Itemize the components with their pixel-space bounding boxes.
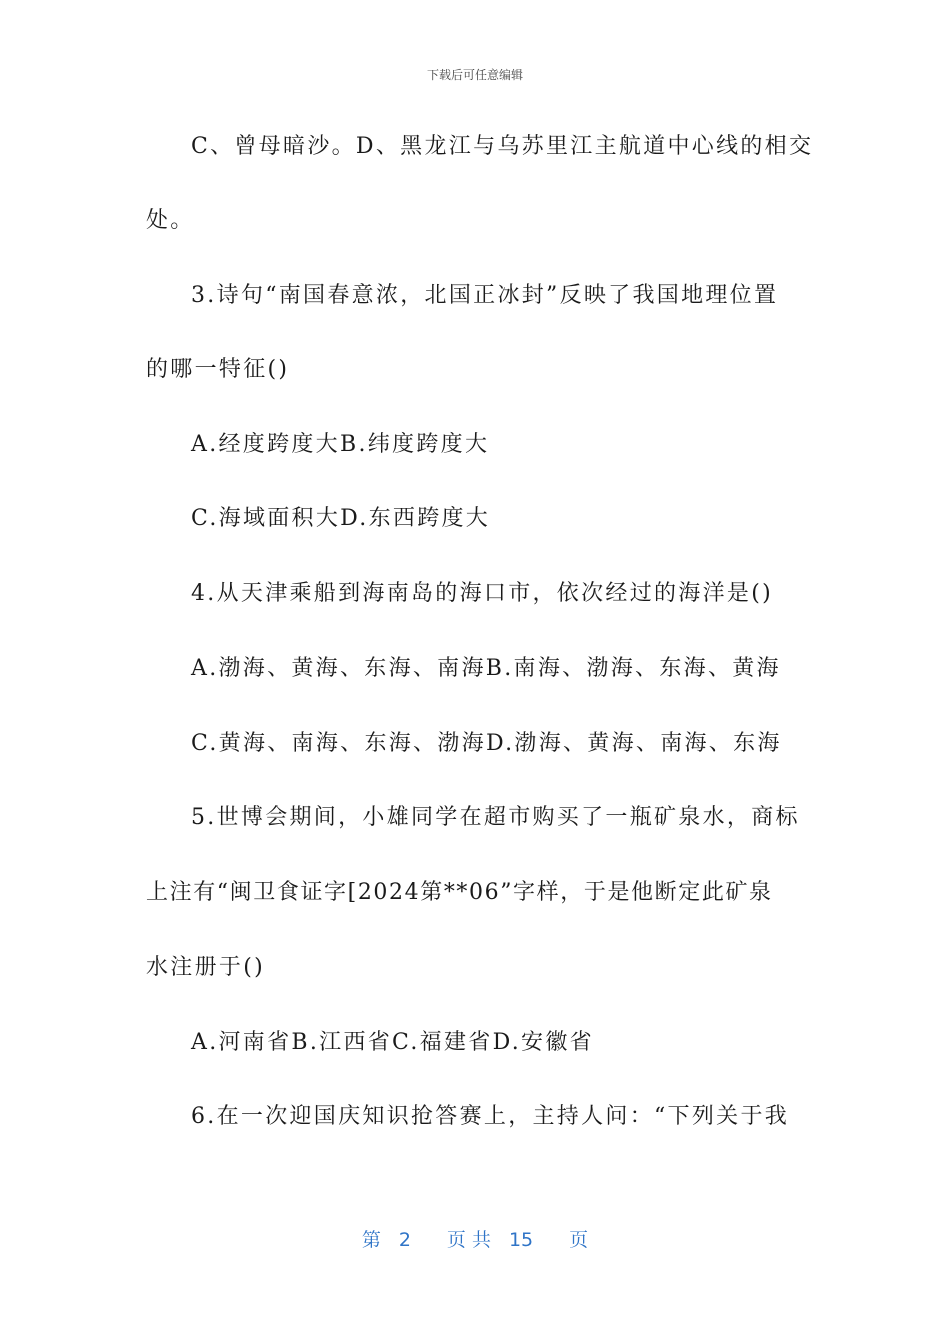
text-line: A.经度跨度大B.纬度跨度大 [191, 432, 490, 457]
text-line: 5.世博会期间，小雄同学在超市购买了一瓶矿泉水，商标 [191, 805, 800, 830]
text-line: 水注册于() [146, 955, 265, 980]
text-line: 6.在一次迎国庆知识抢答赛上，主持人问：“下列关于我 [191, 1104, 790, 1129]
text-line: C、曾母暗沙。D、黑龙江与乌苏里江主航道中心线的相交 [191, 134, 814, 159]
text-line: 处。 [146, 208, 195, 233]
footer-suffix: 页 [569, 1229, 589, 1251]
footer-total-pages: 15 [508, 1229, 534, 1251]
text-line: A.渤海、黄海、东海、南海B.南海、渤海、东海、黄海 [191, 656, 781, 681]
text-line: 4.从天津乘船到海南岛的海口市，依次经过的海洋是() [191, 581, 773, 606]
text-line: 3.诗句“南国春意浓，北国正冰封”反映了我国地理位置 [191, 283, 779, 308]
text-line: A.河南省B.江西省C.福建省D.安徽省 [191, 1030, 594, 1055]
footer-page-number: 2 [398, 1229, 411, 1251]
footer-prefix: 第 [361, 1229, 381, 1251]
text-line: C.海域面积大D.东西跨度大 [191, 506, 491, 531]
page-header: 下载后可任意编辑 [426, 68, 523, 82]
footer-middle: 页 共 [446, 1229, 491, 1251]
page-footer [0, 1225, 950, 1252]
text-line: C.黄海、南海、东海、渤海D.渤海、黄海、南海、东海 [191, 731, 782, 756]
text-line: 上注有“闽卫食证字[2024第**06”字样，于是他断定此矿泉 [146, 880, 773, 905]
text-line: 的哪一特征() [146, 357, 290, 382]
